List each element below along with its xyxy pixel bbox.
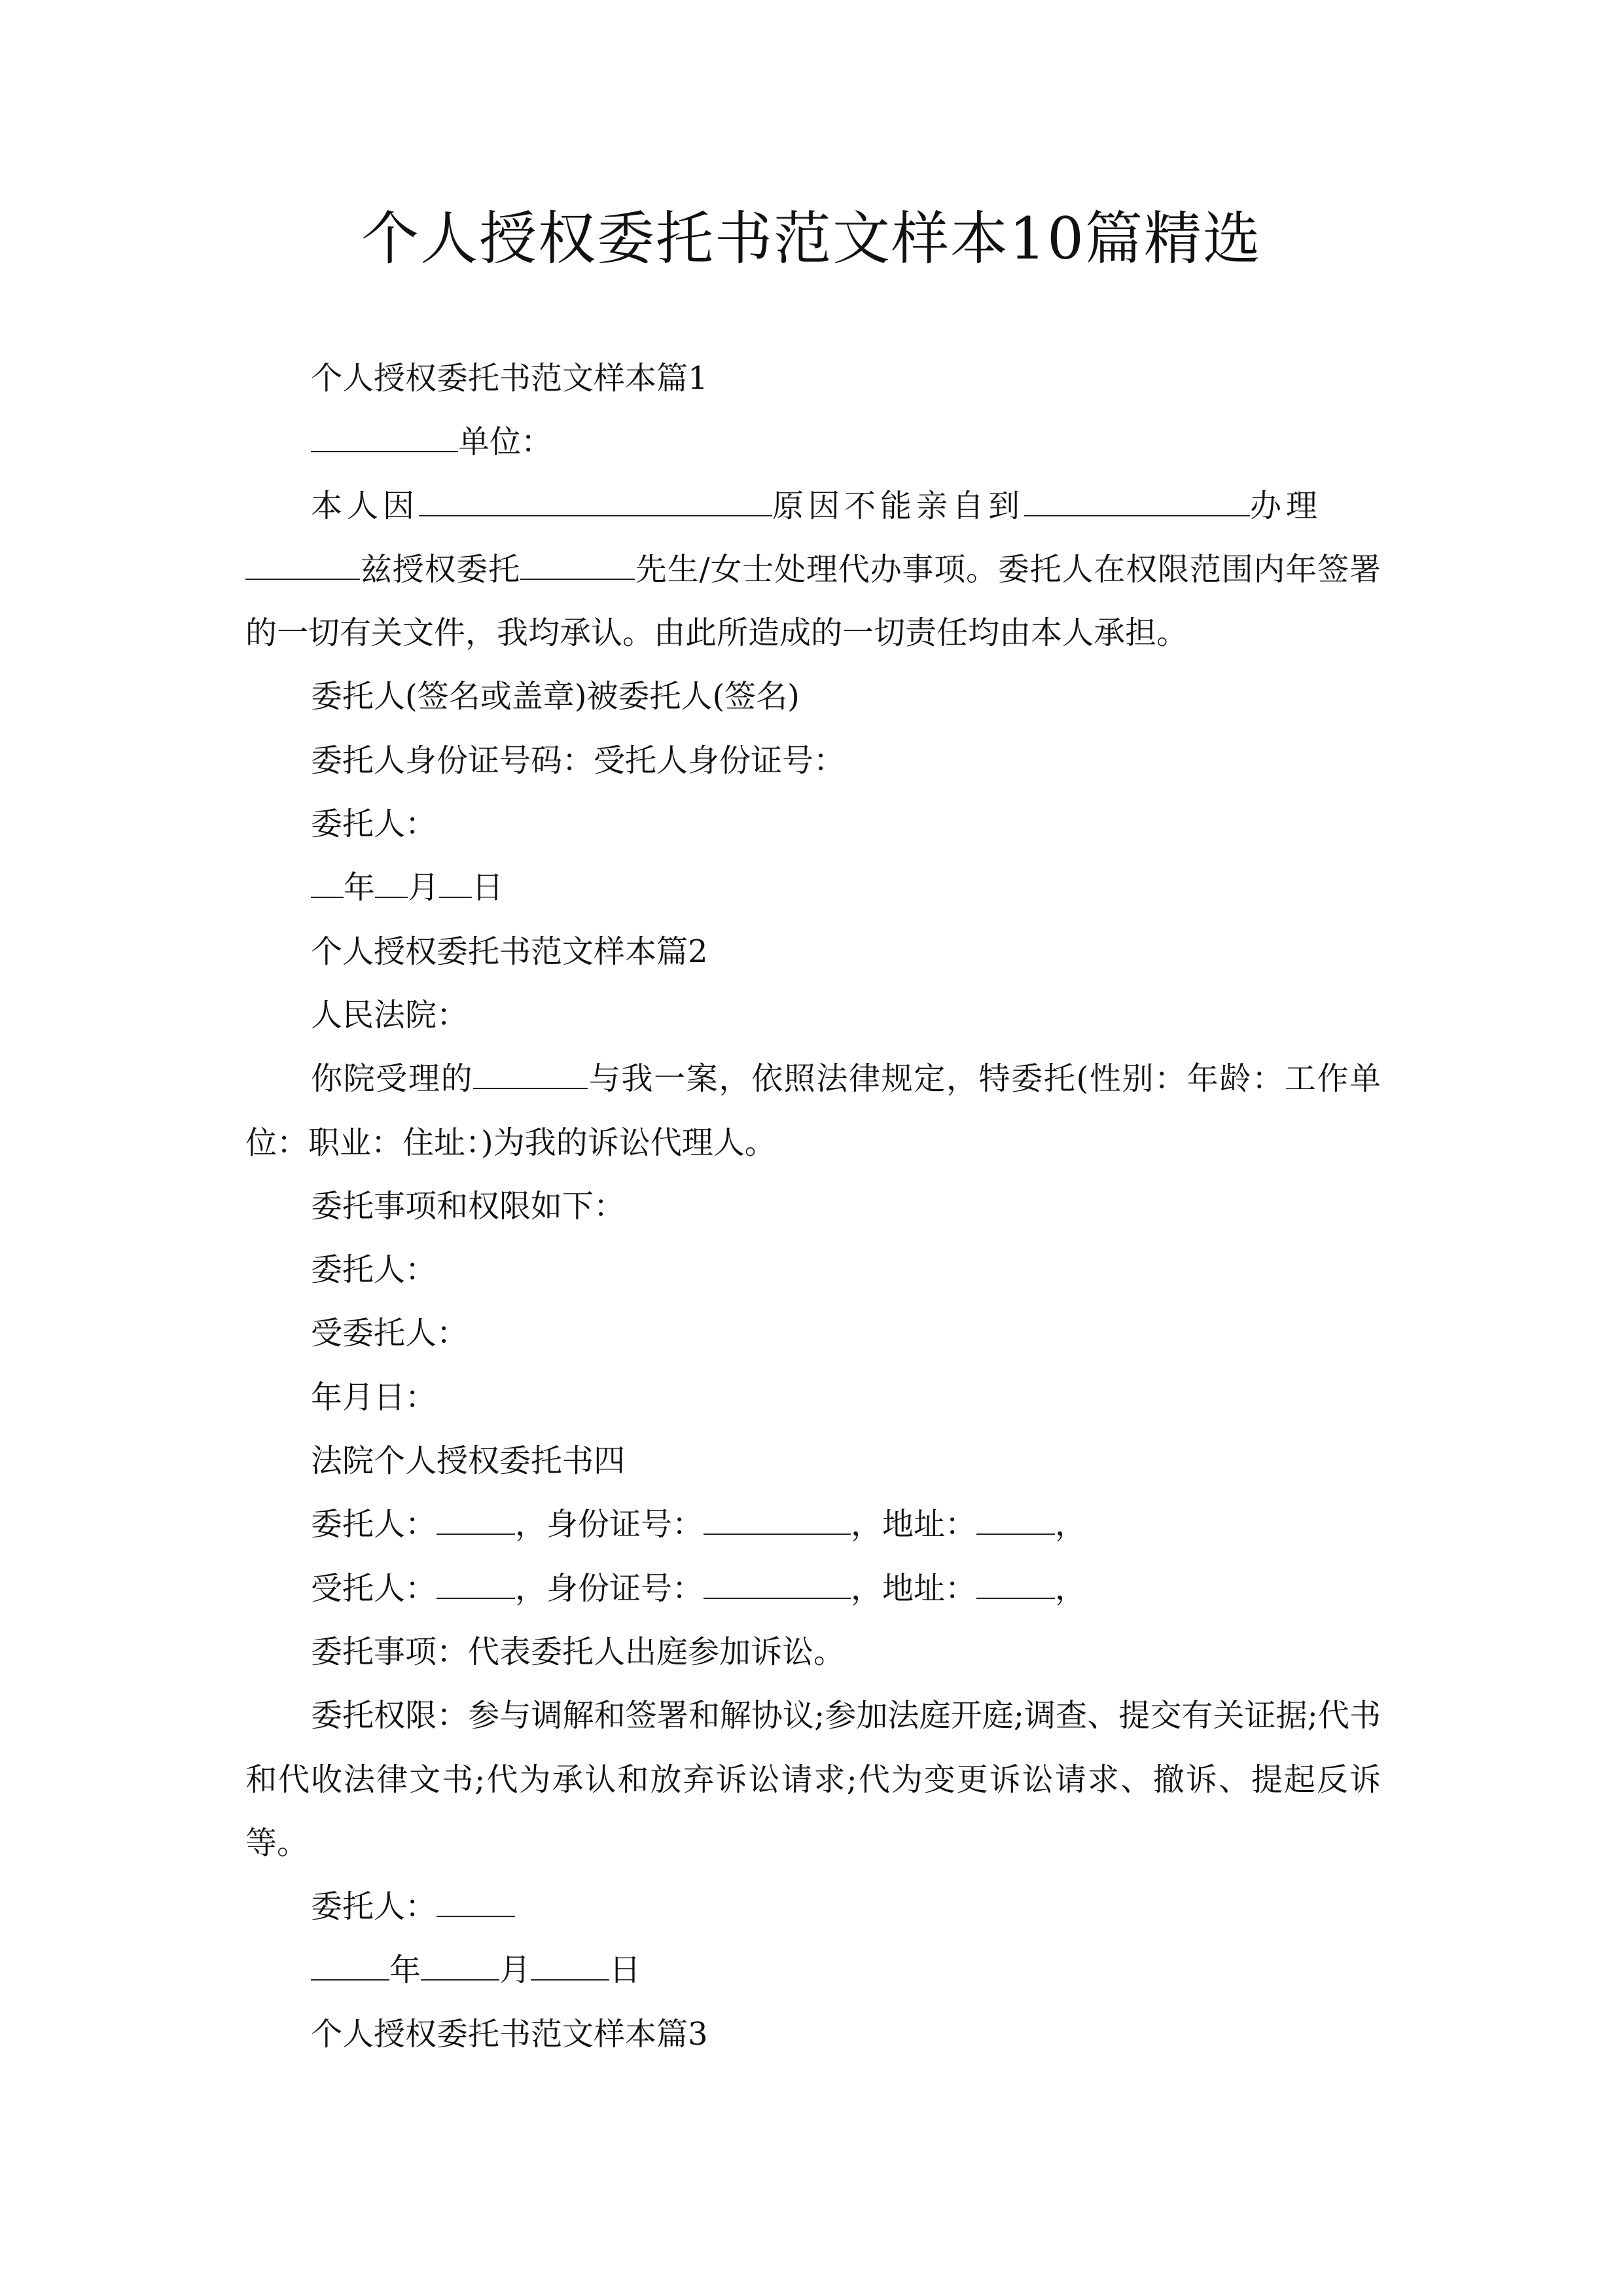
date-line: 年 月 日 [245,1939,1381,2002]
blank-field [311,868,344,898]
authorization-paragraph: 兹授权委托 先生/女士处理代办事项。委托人在权限范围内年签署的一切有关文件，我均承认。由此所造成的一切责任均由本人承担。 [245,550,1381,652]
section-heading-2: 个人授权委托书范文样本篇2 [311,933,708,970]
signature-line: 委托人(签名或盖章)被委托人(签名) [311,678,800,715]
blank-field [976,1569,1055,1599]
blank-field [437,1569,515,1599]
blank-field [531,1950,609,1981]
section-heading-3: 个人授权委托书范文样本篇3 [311,2015,708,2053]
unit-line: 单位： [245,410,1381,474]
blank-field [704,1505,851,1535]
date-line: 年 月 日 [245,856,1381,920]
principal-info-row: 委托人： ，身份证号： ，地址： ， [311,1506,1087,1543]
agent-line: 受委托人： [311,1315,469,1352]
matters-heading: 委托事项和权限如下： [311,1187,626,1225]
date-label-line: 年月日： [311,1378,437,1416]
court-line: 人民法院： [311,996,469,1033]
blank-field [421,1950,499,1981]
blank-field [704,1569,851,1599]
reason-paragraph: 本人因 原因不能亲自到 办理 [311,487,1323,524]
blank-field [437,1887,515,1917]
principal-line: 委托人： [311,1251,437,1289]
blank-field [419,486,772,516]
section-heading-1: 个人授权委托书范文样本篇1 [311,360,708,397]
blank-field [1024,486,1250,516]
powers-paragraph: 委托权限：参与调解和签署和解协议;参加法庭开庭;调查、提交有关证据;代书和代收法律文书;代为承认和放弃诉讼请求;代为变更诉讼请求、撤诉、提起反诉等。 [245,1697,1381,1861]
blank-field [245,550,360,580]
blank-field [473,1059,588,1089]
matters-line: 委托事项：代表委托人出庭参加诉讼。 [311,1633,846,1670]
case-paragraph: 你院受理的 与我一案，依照法律规定，特委托(性别：年龄：工作单位：职业：住址：)为我的诉讼代理人。 [245,1060,1381,1161]
principal-sign-line: 委托人： [245,1875,1381,1939]
court-authorization-title: 法院个人授权委托书四 [311,1443,626,1480]
blank-field [311,1950,389,1981]
document-body [245,347,1381,2066]
document-title: 个人授权委托书范文样本10篇精选 [361,205,1262,272]
blank-field [520,550,635,580]
blank-field [375,868,408,898]
blank-field [311,422,458,452]
agent-info-row: 受托人： ，身份证号： ，地址： ， [311,1570,1087,1607]
blank-field [976,1505,1055,1535]
blank-field [439,868,472,898]
principal-line: 委托人： [311,806,437,843]
blank-field [437,1505,515,1535]
id-number-line: 委托人身份证号码：受托人身份证号： [311,742,846,779]
